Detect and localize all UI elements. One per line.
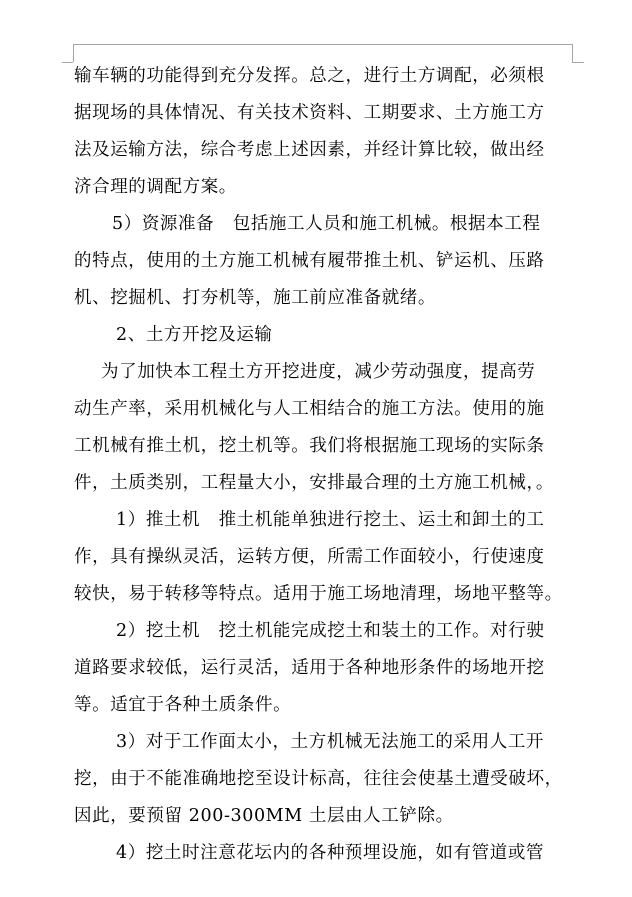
heading-text: 2、土方开挖及运输 xyxy=(116,325,273,345)
text-line: 法及运输方法，综合考虑上述因素，并经计算比较，做出经 xyxy=(74,140,545,160)
section-heading-excavation xyxy=(74,317,574,354)
text-line: 动生产率，采用机械化与人工相结合的施工方法。使用的施 xyxy=(74,399,545,419)
paragraph-embedded-facilities xyxy=(74,835,574,872)
crop-mark-top-left-horizontal xyxy=(62,62,73,63)
text-line: 1）推土机 推土机能单独进行挖土、运土和卸土的工 xyxy=(116,510,545,530)
paragraph-resource-preparation xyxy=(74,206,574,317)
text-line: 因此，要预留 200-300MM 土层由人工铲除。 xyxy=(74,806,454,826)
document-body xyxy=(74,58,574,872)
text-line: 5）资源准备 包括施工人员和施工机械。根据本工程 xyxy=(112,214,541,234)
page-margin-top-edge xyxy=(73,44,572,45)
paragraph-excavator xyxy=(74,613,574,724)
text-line: 据现场的具体情况、有关技术资料、工期要求、土方施工方 xyxy=(74,103,545,123)
text-line: 机、挖掘机、打夯机等，施工前应准备就绪。 xyxy=(74,288,436,308)
text-line: 件，土质类别，工程量大小，安排最合理的土方施工机械，。 xyxy=(74,473,554,493)
text-line: 较快，易于转移等特点。适用于施工场地清理，场地平整等。 xyxy=(74,584,563,604)
text-line: 4）挖土时注意花坛内的各种预埋设施，如有管道或管 xyxy=(116,843,545,863)
paragraph-excavation-intro xyxy=(74,354,574,502)
paragraph-manual-excavation xyxy=(74,724,574,835)
paragraph-bulldozer xyxy=(74,502,574,613)
text-line: 等。适宜于各种土质条件。 xyxy=(74,695,292,715)
text-line: 为了加快本工程土方开挖进度，减少劳动强度，提高劳 xyxy=(101,362,536,382)
text-line: 工机械有推土机，挖土机等。我们将根据施工现场的实际条 xyxy=(74,436,545,456)
text-line: 济合理的调配方案。 xyxy=(74,177,237,197)
text-line: 3）对于工作面太小，土方机械无法施工的采用人工开 xyxy=(116,732,545,752)
text-line: 作，具有操纵灵活，运转方便，所需工作面较小，行使速度 xyxy=(74,547,545,567)
text-line: 道路要求较低，运行灵活，适用于各种地形条件的场地开挖 xyxy=(74,658,545,678)
text-line: 的特点，使用的土方施工机械有履带推土机、铲运机、压路 xyxy=(74,251,545,271)
paragraph-soil-allocation xyxy=(74,58,574,206)
text-line: 2）挖土机 挖土机能完成挖土和装土的工作。对行驶 xyxy=(116,621,545,641)
text-line: 挖，由于不能准确地挖至设计标高，往往会使基土遭受破坏， xyxy=(74,769,563,789)
text-line: 输车辆的功能得到充分发挥。总之，进行土方调配，必须根 xyxy=(74,66,545,86)
